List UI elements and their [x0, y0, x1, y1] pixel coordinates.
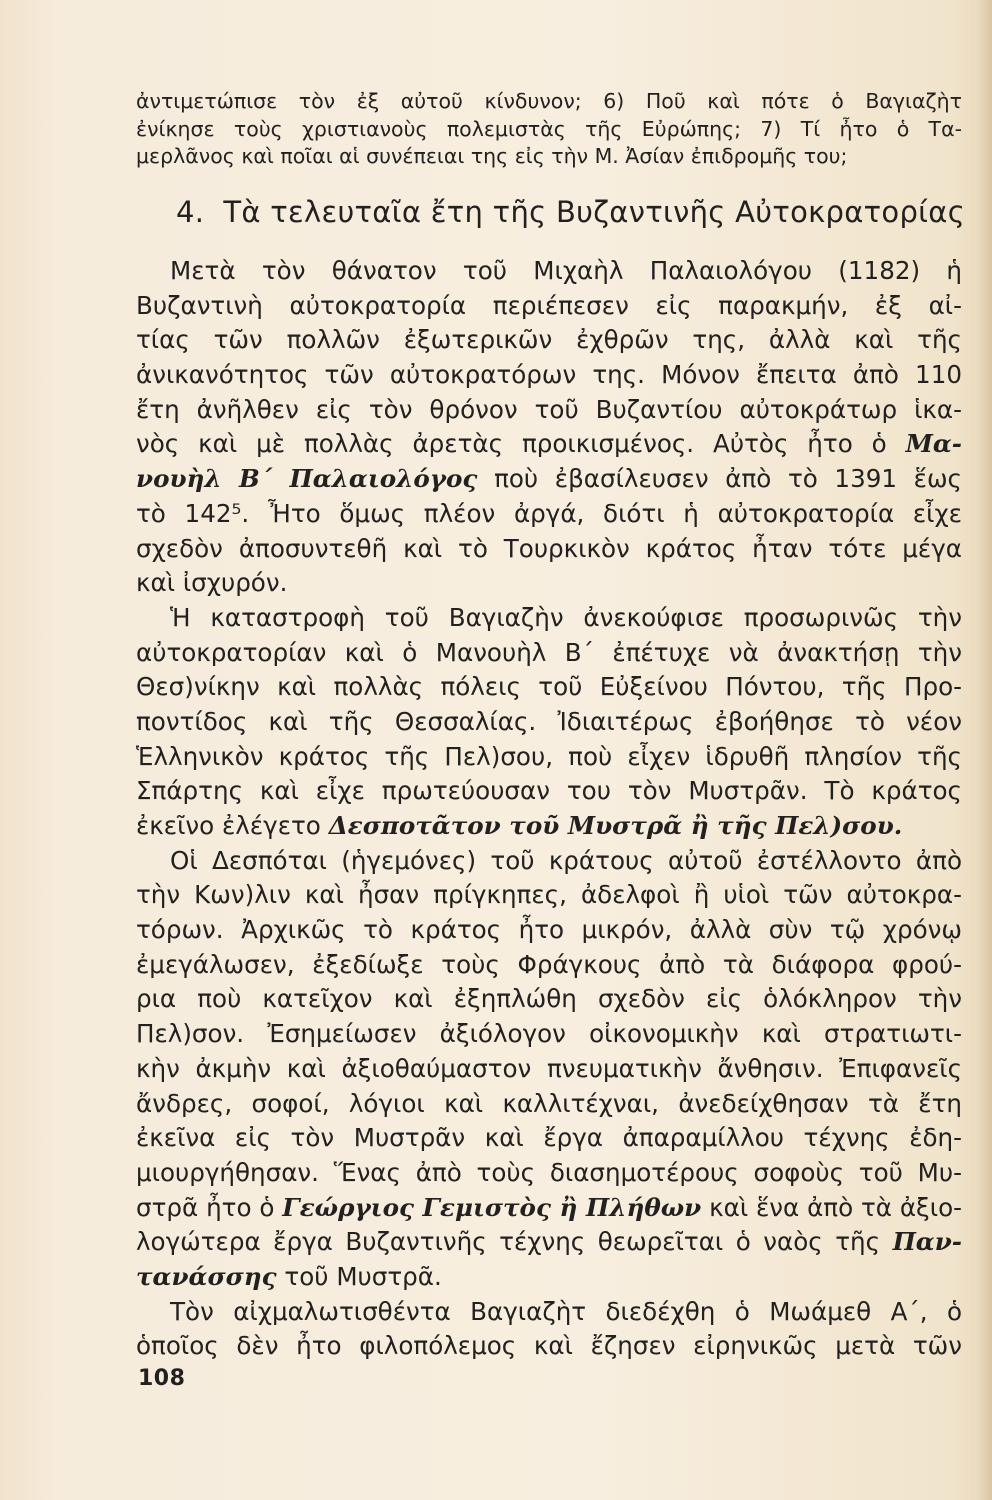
question-line: μερλᾶνος καὶ ποῖαι αἱ συνέπειαι της εἰς τὴν Μ. Ἀσίαν ἐπιδρομῆς του; [136, 144, 848, 168]
paragraph-line [136, 427, 962, 462]
section-heading [176, 195, 965, 229]
paragraph-line: ὁποῖος δὲν ἦτο φιλοπόλεμος καὶ ἔζησεν εἰρηνικῶς μετὰ τῶν [136, 1331, 962, 1361]
paragraph-line [136, 462, 962, 497]
paragraph-line: ποντίδος καὶ τῆς Θεσσαλίας. Ἰδιαιτέρως ἐβοήθησε τὸ νέον [136, 706, 962, 736]
emphasis-name: Μα- [905, 429, 962, 459]
emphasis-name: Γεώργιος Γεμιστὸς ἢ Πλήθων [282, 1192, 702, 1222]
paragraph-line: αὐτοκρατορίαν καὶ ὁ Μανουὴλ Β΄ ἐπέτυχε νὰ ἀνακτήσῃ τὴν [136, 637, 962, 667]
paragraph-line: ἔτη ἀνῆλθεν εἰς τὸν θρόνον τοῦ Βυζαντίου αὐτοκράτωρ ἱκα- [136, 394, 962, 424]
paragraph-line: Θεσ)νίκην καὶ πολλὰς πόλεις τοῦ Εὐξείνου Πόντου, τῆς Προ- [136, 672, 962, 702]
paragraph-line: Ἑλληνικὸν κράτος τῆς Πελ)σου, ποὺ εἶχεν ἱδρυθῆ πλησίον τῆς [136, 741, 962, 771]
line-text: λογώτερα ἔργα Βυζαντινῆς τέχνης θεωρεῖται ὁ ναὸς τῆς [136, 1227, 881, 1257]
paragraph-line [136, 1225, 962, 1260]
paragraph-line: Οἱ Δεσπόται (ἡγεμόνες) τοῦ κράτους αὐτοῦ ἐστέλλοντο ἀπὸ [170, 845, 962, 875]
paragraph-line: μιουργήθησαν. Ἕνας ἀπὸ τοὺς διασημοτέρους σοφοὺς τοῦ Μυ- [136, 1157, 962, 1187]
paragraph-line: Βυζαντινὴ αὐτοκρατορία περιέπεσεν εἰς παρακμήν, ἐξ αἰ- [136, 290, 962, 320]
paragraph-line [136, 809, 962, 844]
page-number: 108 [138, 1366, 186, 1391]
paragraph-line: ἀνικανότητος τῶν αὐτοκρατόρων της. Μόνον ἔπειτα ἀπὸ 110 [136, 360, 962, 390]
paragraph-line [136, 1260, 962, 1295]
section-title: Τὰ τελευταῖα ἔτη τῆς Βυζαντινῆς Αὐτοκρατορίας [223, 195, 966, 229]
line-text: στρᾶ ἦτο ὁ [136, 1192, 275, 1222]
paragraph-line: Τὸν αἰχμαλωτισθέντα Βαγιαζὴτ διεδέχθη ὁ Μωάμεθ Α΄, ὁ [170, 1296, 962, 1326]
emphasis-name: Δεσποτᾶτον τοῦ Μυστρᾶ ἢ τῆς Πελ)σου. [328, 811, 903, 840]
paragraph-line: Ἡ καταστροφὴ τοῦ Βαγιαζὴν ἀνεκούφισε προσωρινῶς τὴν [170, 602, 962, 632]
paragraph-line: ἐκεῖνα εἰς τὸν Μυστρᾶν καὶ ἔργα ἀπαραμίλλου τέχνης ἐδη- [136, 1123, 962, 1153]
paragraph-line: Σπάρτης καὶ εἶχε πρωτεύουσαν του τὸν Μυστρᾶν. Τὸ κράτος [136, 776, 962, 806]
paragraph-line: τὸ 142⁵. Ἦτο ὅμως πλέον ἀργά, διότι ἡ αὐτοκρατορία εἶχε [136, 498, 962, 528]
emphasis-name: νουὴλ Β΄ Παλαιολόγος [136, 464, 478, 494]
paragraph-line [136, 1191, 962, 1226]
page-edge-shadow [978, 0, 992, 1500]
line-text: νὸς καὶ μὲ πολλὰς ἀρετὰς προικισμένος. Αὐτὸς ἦτο ὁ [136, 429, 887, 459]
paragraph-line: ρια ποὺ κατεῖχον καὶ ἐξηπλώθη σχεδὸν εἰς ὁλόκληρον τὴν [136, 984, 962, 1014]
line-text: τοῦ Μυστρᾶ. [284, 1261, 442, 1291]
review-questions [136, 88, 962, 171]
paragraph-line: τόρων. Ἀρχικῶς τὸ κράτος ἦτο μικρόν, ἀλλὰ σὺν τῷ χρόνῳ [136, 915, 962, 945]
paragraph-line: κὴν ἀκμὴν καὶ ἀξιοθαύμαστον πνευματικὴν ἄνθησιν. Ἐπιφανεῖς [136, 1053, 962, 1083]
question-line: ἀντιμετώπισε τὸν ἐξ αὐτοῦ κίνδυνον; 6) Ποῦ καὶ πότε ὁ Βαγιαζὴτ [136, 89, 962, 113]
paragraph-line: σχεδὸν ἀποσυντεθῆ καὶ τὸ Τουρκικὸν κράτος ἦταν τότε μέγα [136, 533, 962, 563]
paragraph-line: Μετὰ τὸν θάνατον τοῦ Μιχαὴλ Παλαιολόγου (1182) ἡ [170, 256, 962, 285]
paragraph-line: τίας τῶν πολλῶν ἐξωτερικῶν ἐχθρῶν της, ἀλλὰ καὶ τῆς [136, 325, 962, 355]
emphasis-name: Παν- [892, 1227, 962, 1257]
paragraph-line: Πελ)σον. Ἐσημείωσεν ἀξιόλογον οἰκονομικὴν καὶ στρατιωτι- [136, 1019, 962, 1049]
line-text: ἐκεῖνο ἐλέγετο [136, 811, 321, 840]
emphasis-name: τανάσσης [136, 1261, 277, 1291]
section-number: 4. [176, 195, 205, 229]
paragraph-line: ἄνδρες, σοφοί, λόγιοι καὶ καλλιτέχναι, ἀνεδείχθησαν τὰ ἔτη [136, 1088, 962, 1118]
question-line: ἐνίκησε τοὺς χριστιανοὺς πολεμιστὰς τῆς Εὐρώπης; 7) Τί ἦτο ὁ Τα- [136, 116, 962, 141]
paragraph-line: ἐμεγάλωσεν, ἐξεδίωξε τοὺς Φράγκους ἀπὸ τὰ διάφορα φρού- [136, 949, 962, 979]
line-text: ποὺ ἐβασίλευσεν ἀπὸ τὸ 1391 ἕως [494, 464, 962, 494]
line-text: καὶ ἕνα ἀπὸ τὰ ἀξιο- [709, 1192, 963, 1222]
paragraph-line: καὶ ἰσχυρόν. [136, 568, 288, 598]
paragraph-line: τὴν Κων)λιν καὶ ἦσαν πρίγκηπες, ἀδελφοὶ ἢ υἱοὶ τῶν αὐτοκρα- [136, 880, 962, 910]
body-text [136, 254, 962, 1364]
